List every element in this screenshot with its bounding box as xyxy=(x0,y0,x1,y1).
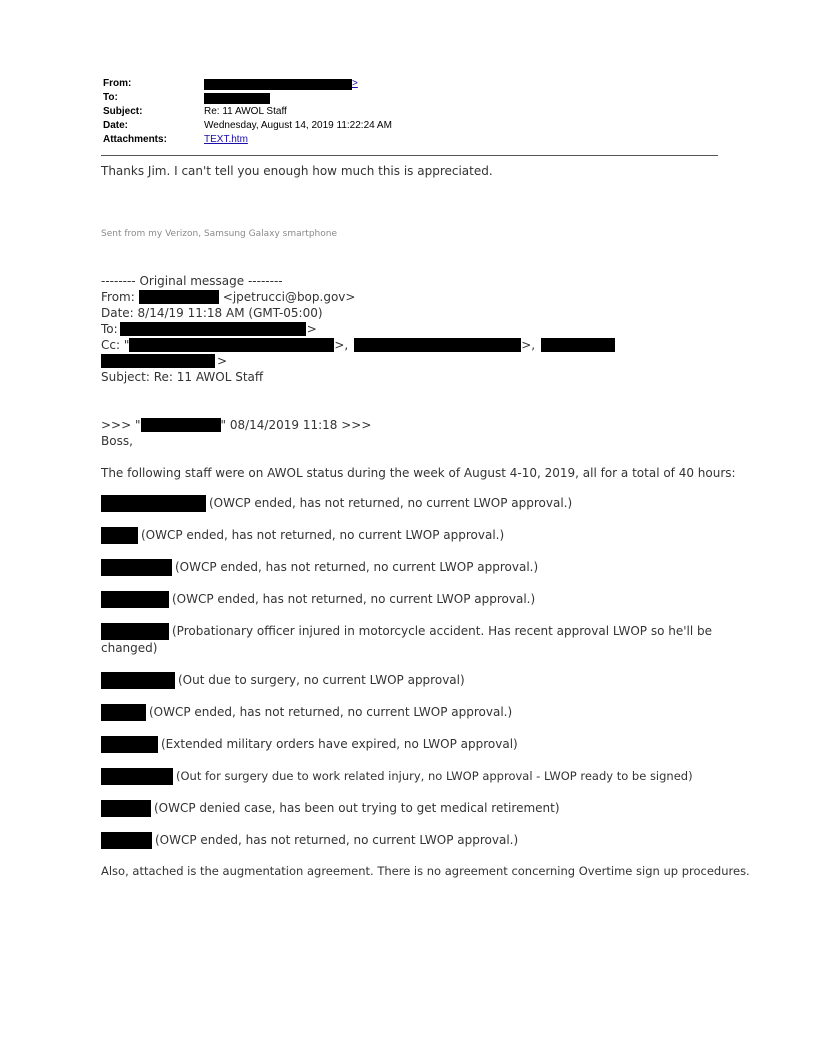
redacted-cc-3 xyxy=(541,338,615,352)
original-date-line: Date: 8/14/19 11:18 AM (GMT-05:00) xyxy=(101,306,323,320)
original-cc-line: Cc: " >, >, xyxy=(101,337,721,353)
header-from-row xyxy=(103,77,718,91)
header-subject-label: Subject: xyxy=(103,106,143,117)
staff-item: (OWCP denied case, has been out trying to get medical retirement) xyxy=(101,800,721,817)
redacted-sender xyxy=(204,79,352,90)
staff-item: (OWCP ended, has not returned, no current LWOP approval.) xyxy=(101,591,721,608)
staff-item: (Out for surgery due to work related injury, no LWOP approval - LWOP ready to be signed) xyxy=(101,768,721,785)
quoted-header xyxy=(101,417,721,449)
header-divider xyxy=(101,155,718,156)
greeting: Boss, xyxy=(101,434,133,448)
original-from-email: <jpetrucci@bop.gov> xyxy=(222,290,356,304)
original-message-header xyxy=(101,273,721,385)
header-date-label: Date: xyxy=(103,120,129,131)
redacted-staff-name xyxy=(101,672,175,689)
mobile-signature: Sent from my Verizon, Samsung Galaxy smartphone xyxy=(101,229,338,239)
header-to-label: To: xyxy=(103,92,118,103)
redacted-staff-name xyxy=(101,591,169,608)
staff-item: (OWCP ended, has not returned, no current LWOP approval.) xyxy=(101,495,721,512)
closing-paragraph: Also, attached is the augmentation agreement. There is no agreement concerning Overtime sign up procedures. xyxy=(101,864,750,878)
redacted-cc-1 xyxy=(129,338,334,352)
header-subject-row xyxy=(103,105,718,119)
original-cc-continued: > xyxy=(101,353,721,369)
redacted-staff-name xyxy=(101,527,138,544)
reply-text: Thanks Jim. I can't tell you enough how much this is appreciated. xyxy=(101,164,493,178)
header-from-label: From: xyxy=(103,78,132,89)
redacted-staff-name xyxy=(101,736,158,753)
redacted-recipient xyxy=(204,93,270,104)
redacted-original-sender xyxy=(139,290,219,304)
redacted-cc-2 xyxy=(354,338,521,352)
staff-item: (Extended military orders have expired, no LWOP approval) xyxy=(101,736,721,753)
quote-line: >>> " " 08/14/2019 11:18 >>> xyxy=(101,418,372,432)
original-divider: -------- Original message -------- xyxy=(101,274,283,288)
staff-item: (OWCP ended, has not returned, no current LWOP approval.) xyxy=(101,559,721,576)
original-from-line: From: <jpetrucci@bop.gov> xyxy=(101,290,356,304)
redacted-staff-name xyxy=(101,704,146,721)
redacted-staff-name xyxy=(101,800,151,817)
attachment-link[interactable]: TEXT.htm xyxy=(204,134,248,145)
header-attachments-row xyxy=(103,133,718,147)
redacted-cc-4 xyxy=(101,354,215,368)
staff-item: (OWCP ended, has not returned, no current LWOP approval.) xyxy=(101,832,721,849)
header-from-link[interactable]: > xyxy=(352,78,358,89)
staff-item: (OWCP ended, has not returned, no current LWOP approval.) xyxy=(101,704,721,721)
staff-item: (OWCP ended, has not returned, no current LWOP approval.) xyxy=(101,527,721,544)
header-date-row xyxy=(103,119,718,133)
redacted-quote-sender xyxy=(141,418,221,432)
header-to-row xyxy=(103,91,718,105)
header-attachments-label: Attachments: xyxy=(103,134,167,145)
redacted-staff-name xyxy=(101,832,152,849)
staff-item: (Out due to surgery, no current LWOP approval) xyxy=(101,672,721,689)
header-subject-value: Re: 11 AWOL Staff xyxy=(204,106,287,117)
original-to-line: To: > xyxy=(101,322,317,336)
redacted-staff-name xyxy=(101,495,206,512)
redacted-staff-name xyxy=(101,559,172,576)
redacted-original-recipient xyxy=(120,322,306,336)
staff-item: (Probationary officer injured in motorcycle accident. Has recent approval LWOP so he'll be changed) xyxy=(101,624,712,655)
intro-paragraph: The following staff were on AWOL status during the week of August 4-10, 2019, all for a total of 40 hours: xyxy=(101,466,736,480)
email-header xyxy=(103,77,718,147)
header-date-value: Wednesday, August 14, 2019 11:22:24 AM xyxy=(204,120,392,131)
original-subject-line: Subject: Re: 11 AWOL Staff xyxy=(101,370,264,384)
redacted-staff-name xyxy=(101,768,173,785)
redacted-staff-name xyxy=(101,623,169,640)
